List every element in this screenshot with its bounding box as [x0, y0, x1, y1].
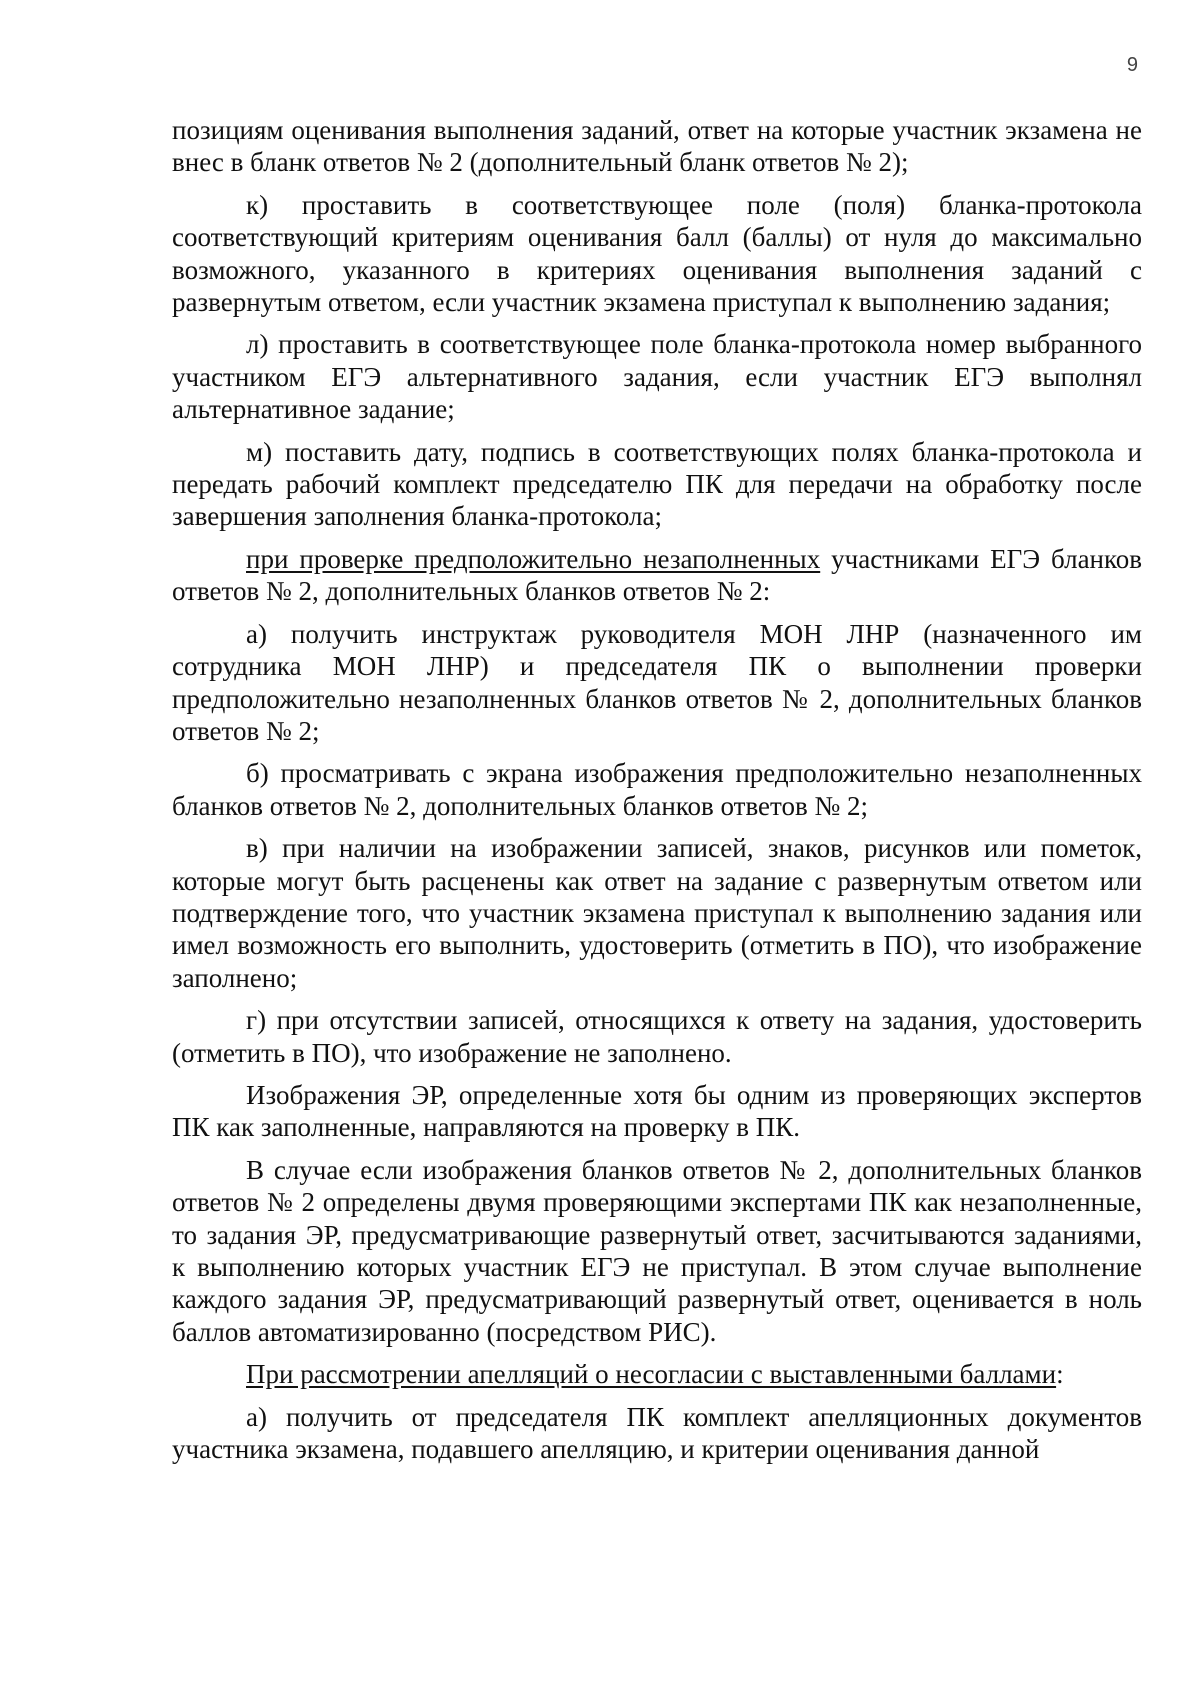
paragraph-item-l: л) проставить в соответствующее поле бланка-протокола номер выбранного участником ЕГЭ альтернативного задания, если участник ЕГЭ выполнял альтернативное задание;: [172, 329, 1142, 425]
paragraph-item-g: г) при отсутствии записей, относящихся к ответу на задания, удостоверить (отметить в ПО), что изображение не заполнено.: [172, 1005, 1142, 1068]
heading-continuation: участниками ЕГЭ бланков ответов № 2, дополнительных бланков ответов № 2:: [172, 543, 1142, 607]
paragraph-item-a: а) получить инструктаж руководителя МОН ЛНР (назначенного им сотрудника МОН ЛНР) и председателя ПК о выполнении проверки предположительно незаполненных бланков ответов № 2, дополнительных бланков ответов № 2;: [172, 618, 1142, 746]
paragraph-item-b: б) просматривать с экрана изображения предположительно незаполненных бланков ответов № 2, дополнительных бланков ответов № 2;: [172, 758, 1142, 821]
paragraph-heading-appeals: [172, 1358, 1142, 1390]
paragraph-appeal-item-a: а) получить от председателя ПК комплект апелляционных документов участника экзамена, подавшего апелляцию, и критерии оценивания данной: [172, 1401, 1142, 1465]
document-body: [172, 114, 1142, 1475]
page-number: 9: [1126, 54, 1138, 76]
paragraph-item-m: м) поставить дату, подпись в соответствующих полях бланка-протокола и передать рабочий комплект председателю ПК для передачи на обработку после завершения заполнения бланка-протокола;: [172, 436, 1142, 532]
paragraph-continuation: позициям оценивания выполнения заданий, ответ на которые участник экзамена не внес в бланк ответов № 2 (дополнительный бланк ответов № 2);: [172, 115, 1142, 178]
paragraph-item-k: к) проставить в соответствующее поле (поля) бланка-протокола соответствующий критериям оценивания балл (баллы) от нуля до максимально возможного, указанного в критериях оценивания выполнения заданий с развернутым ответом, если участник экзамена приступал к выполнению задания;: [172, 189, 1142, 318]
paragraph-item-v: в) при наличии на изображении записей, знаков, рисунков или пометок, которые могут быть расценены как ответ на задание с развернутым ответом или подтверждение того, что участник экзамена приступал к выполнению задания или имел возможность его выполнить, удостоверить (отметить в ПО), что изображение заполнено;: [172, 833, 1142, 993]
underlined-heading: при проверке предположительно незаполненных: [246, 543, 821, 574]
underlined-heading-appeals: При рассмотрении апелляций о несогласии с выставленными баллами: [246, 1359, 1057, 1390]
paragraph-filled-images: Изображения ЭР, определенные хотя бы одним из проверяющих экспертов ПК как заполненные, направляются на проверку в ПК.: [172, 1079, 1142, 1143]
paragraph-heading-unfilled-check: [172, 543, 1142, 608]
heading-colon: :: [1056, 1359, 1064, 1390]
paragraph-unfilled-case: В случае если изображения бланков ответов № 2, дополнительных бланков ответов № 2 определены двумя проверяющими экспертами ПК как незаполненные, то задания ЭР, предусматривающие развернутый ответ, засчитываются заданиями, к выполнению которых участник ЕГЭ не приступал. В этом случае выполнение каждого задания ЭР, предусматривающий развернутый ответ, оценивается в ноль баллов автоматизированно (посредством РИС).: [172, 1154, 1142, 1347]
